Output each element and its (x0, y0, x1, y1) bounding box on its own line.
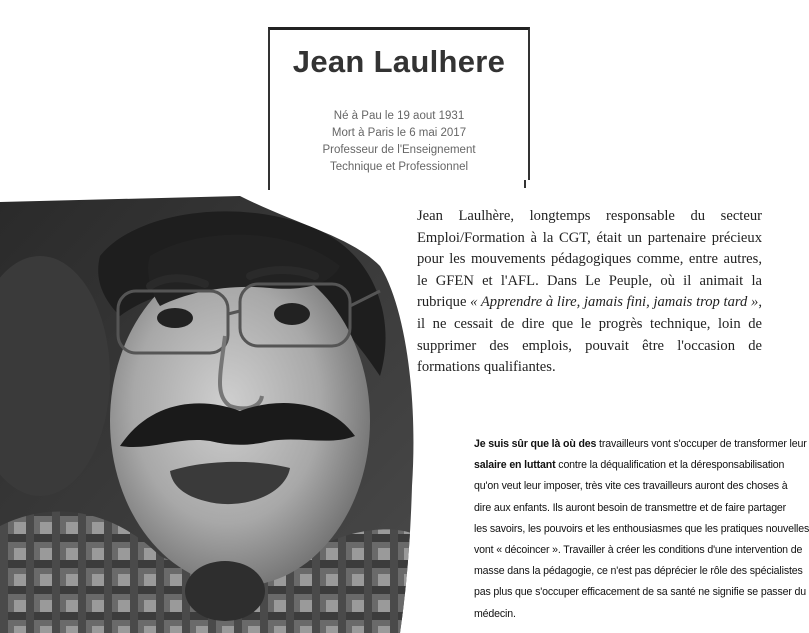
quote-line-text: vont « décoincer ». Travailler à créer les conditions d'une intervention de (474, 544, 803, 557)
quote-line (474, 561, 803, 582)
column-title: « Apprendre à lire, jamais fini, jamais trop tard » (470, 294, 759, 311)
border-tick-left (268, 180, 270, 190)
quote-emphasis: salaire en luttant (474, 459, 556, 472)
page-title: Jean Laulhere (292, 44, 506, 79)
profession-line-1: Professeur de l'Enseignement (322, 144, 476, 156)
quote-line-text: contre la déqualification et la déresponsabilisation (555, 459, 785, 472)
birth-line: Né à Pau le 19 aout 1931 (333, 110, 465, 122)
quote-line (474, 582, 807, 603)
quote-line-text: dire aux enfants. Ils auront besoin de transmettre et de faire partager (474, 501, 787, 514)
quote-line-text: médecin. (474, 607, 516, 620)
quote-line-text: pas plus que s'occuper efficacement de sa santé ne signifie se passer du (474, 586, 807, 599)
quote-line-text: travailleurs vont s'occuper de transformer leur (596, 438, 807, 450)
quote-line (474, 540, 803, 561)
photo-content (0, 196, 418, 633)
profession-line-2: Technique et Professionnel (329, 161, 469, 173)
quote-line-text: qu'on veut leur imposer, très vite ces travailleurs auront des choses à (474, 480, 788, 493)
quote-emphasis: Je suis sûr que là où des (474, 438, 597, 450)
quote-line (474, 455, 785, 476)
bio-block (270, 108, 528, 176)
article-text-2: , il ne cessait de dire que le progrès technique, loin de supprimer des emplois, pouvait être l'occasion de formations qualifiantes. (417, 294, 762, 376)
quote-line (474, 434, 807, 455)
article-paragraph (417, 206, 762, 379)
border-tick-right (524, 180, 526, 188)
quote-line (474, 498, 787, 519)
quote-line-text: masse dans la pédagogie, ce n'est pas déprécier le rôle des spécialistes (474, 565, 803, 578)
article-text-1: Jean Laulhère, longtemps responsable du secteur Emploi/Formation à la CGT, était un partenaire précieux pour les mouvements pédagogiques comme, entre autres, le GFEN et l'AFL. Dans Le Peuple, où il animait la rubrique (417, 208, 762, 311)
quote-line (474, 476, 788, 497)
quote-line-text: les savoirs, les pouvoirs et les enthousiasmes que les pratiques nouvelles (474, 522, 809, 535)
portrait-photo (0, 196, 418, 633)
quote-line (474, 519, 809, 540)
death-line: Mort à Paris le 6 mai 2017 (331, 127, 467, 139)
quote-line (474, 604, 768, 625)
quote-block (474, 434, 809, 625)
title-box (268, 27, 530, 180)
